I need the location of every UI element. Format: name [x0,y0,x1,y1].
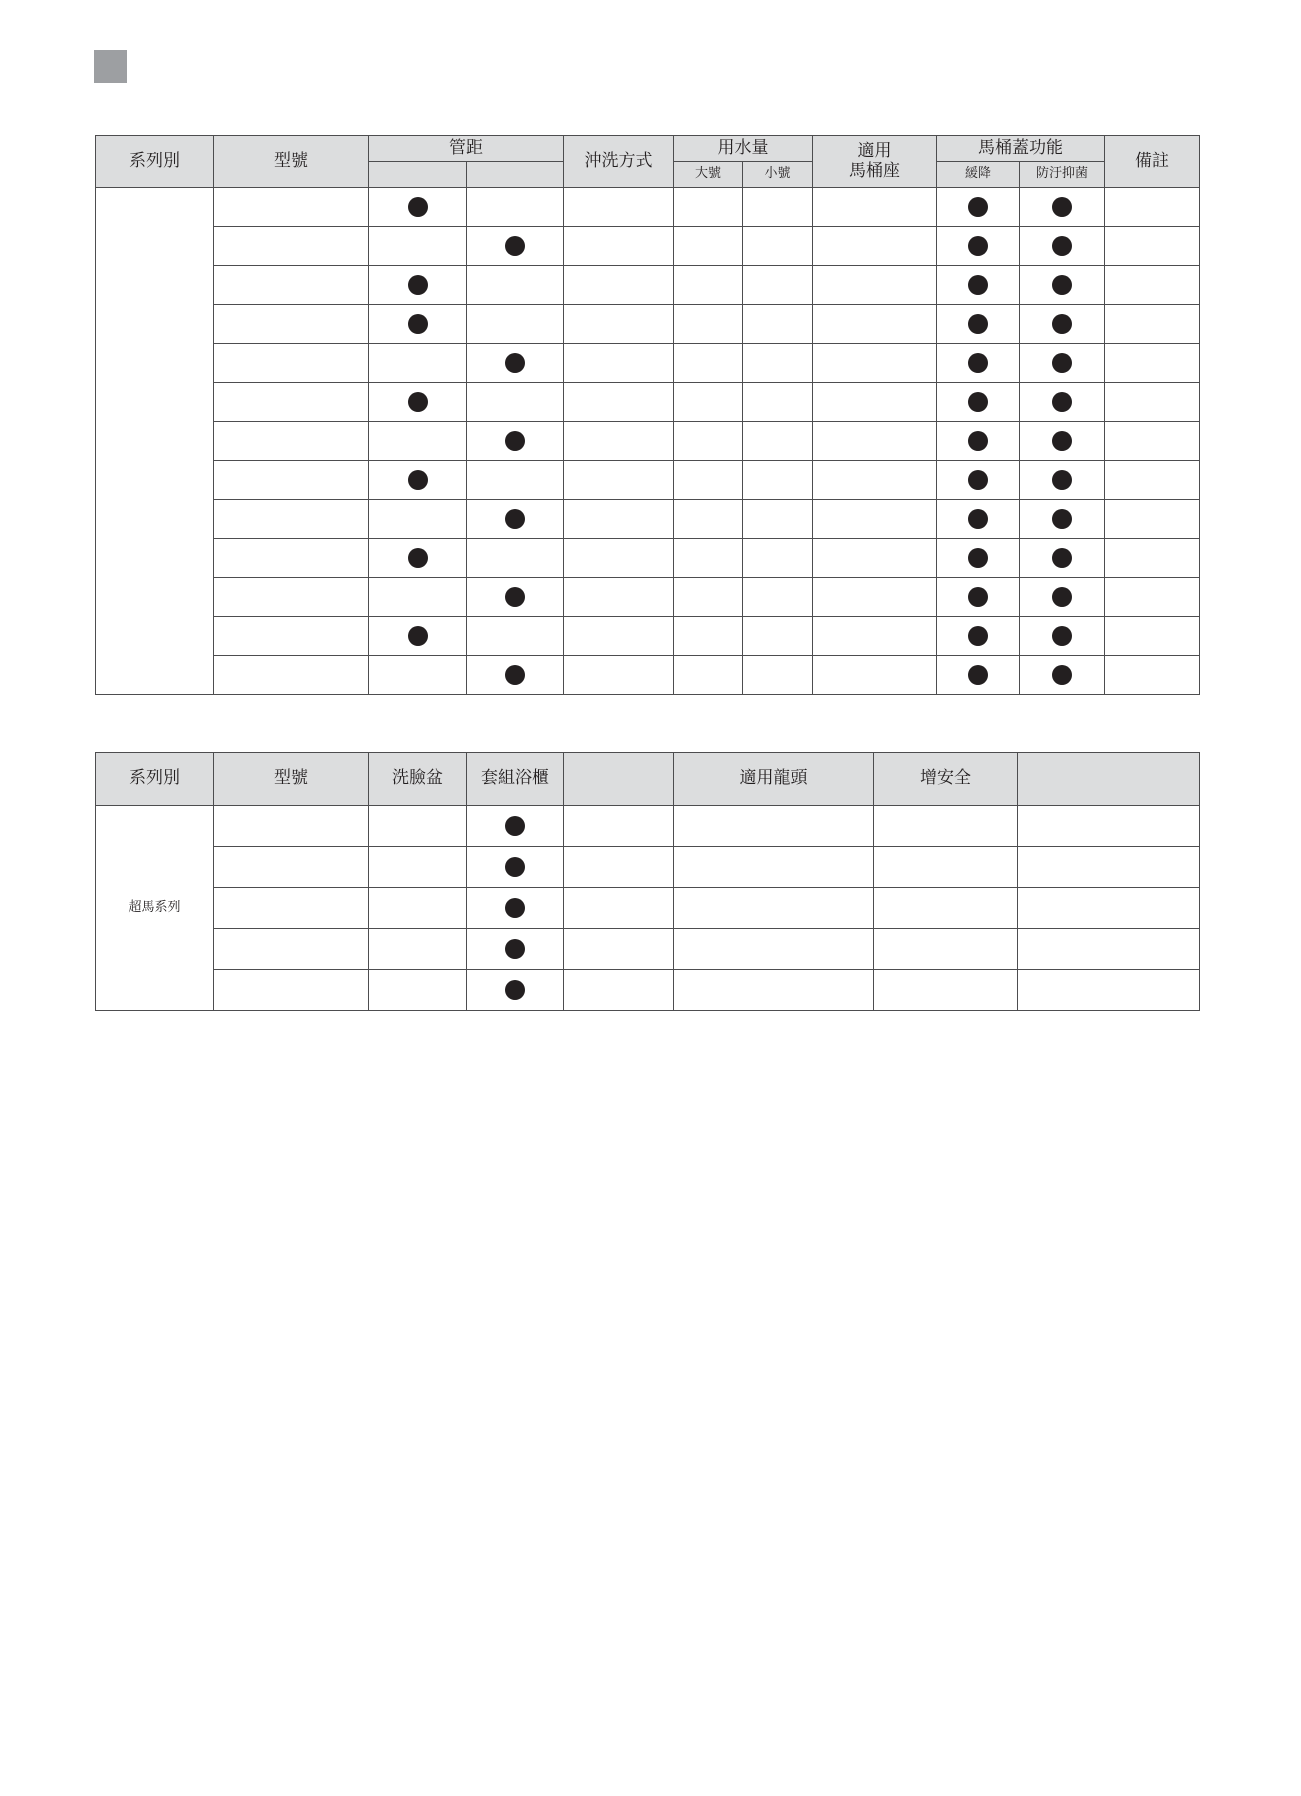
applicable-seat-cell [813,227,937,266]
flush-method-cell [564,656,674,695]
header-pipe-sub-1 [369,162,467,188]
water-small-cell [743,578,813,617]
filled-dot-icon [968,392,988,412]
header-antibacterial: 防汙抑菌 [1020,162,1105,188]
cabinet-set-cell [467,929,564,970]
table-row [96,970,1200,1011]
water-large-cell [674,500,743,539]
flush-method-cell [564,578,674,617]
filled-dot-icon [505,509,525,529]
antibacterial-cell [1020,500,1105,539]
pipe-distance-2-cell [467,656,564,695]
remarks-cell [1105,422,1200,461]
pipe-distance-1-cell [369,305,467,344]
pipe-distance-1-cell [369,422,467,461]
flush-method-cell [564,383,674,422]
antibacterial-cell [1020,539,1105,578]
header-series: 系列別 [96,753,214,806]
header-applicable-seat [813,136,937,188]
cabinet-set-cell [467,970,564,1011]
applicable-seat-cell [813,305,937,344]
antibacterial-cell [1020,383,1105,422]
cabinet-set-cell [467,806,564,847]
table-row [96,266,1200,305]
water-small-cell [743,422,813,461]
water-large-cell [674,422,743,461]
antibacterial-cell [1020,578,1105,617]
filled-dot-icon [968,509,988,529]
model-cell [214,656,369,695]
applicable-seat-cell [813,383,937,422]
applicable-seat-cell [813,539,937,578]
applicable-faucet-cell [674,847,874,888]
pipe-distance-2-cell [467,461,564,500]
table-row [96,888,1200,929]
filled-dot-icon [505,816,525,836]
header-water-usage: 用水量 [674,136,813,162]
header-basin: 洗臉盆 [369,753,467,806]
water-large-cell [674,539,743,578]
safety-cell [874,888,1018,929]
blank-1-cell [564,847,674,888]
filled-dot-icon [1052,665,1072,685]
water-small-cell [743,344,813,383]
filled-dot-icon [1052,470,1072,490]
model-cell [214,227,369,266]
header-water-large: 大號 [674,162,743,188]
slow-close-cell [937,383,1020,422]
water-small-cell [743,539,813,578]
filled-dot-icon [408,314,428,334]
filled-dot-icon [505,587,525,607]
pipe-distance-2-cell [467,383,564,422]
basin-cell [369,929,467,970]
header-series: 系列別 [96,136,214,188]
filled-dot-icon [1052,236,1072,256]
filled-dot-icon [1052,509,1072,529]
remarks-cell [1105,578,1200,617]
pipe-distance-2-cell [467,422,564,461]
cabinet-set-cell [467,847,564,888]
applicable-seat-cell [813,344,937,383]
pipe-distance-1-cell [369,188,467,227]
filled-dot-icon [968,275,988,295]
blank-2-cell [1018,806,1200,847]
table-row [96,305,1200,344]
water-small-cell [743,656,813,695]
table-row [96,227,1200,266]
blank-1-cell [564,929,674,970]
flush-method-cell [564,266,674,305]
header-safety: 增安全 [874,753,1018,806]
pipe-distance-1-cell [369,500,467,539]
applicable-faucet-cell [674,929,874,970]
model-cell [214,383,369,422]
header-cabinet-set: 套組浴櫃 [467,753,564,806]
applicable-faucet-cell [674,888,874,929]
water-large-cell [674,656,743,695]
table-row [96,383,1200,422]
filled-dot-icon [505,353,525,373]
header-applicable-faucet: 適用龍頭 [674,753,874,806]
applicable-seat-cell [813,578,937,617]
model-cell [214,422,369,461]
water-large-cell [674,617,743,656]
water-large-cell [674,305,743,344]
flush-method-cell [564,227,674,266]
antibacterial-cell [1020,266,1105,305]
flush-method-cell [564,344,674,383]
filled-dot-icon [968,470,988,490]
filled-dot-icon [505,980,525,1000]
series-cell [96,188,214,695]
flush-method-cell [564,188,674,227]
model-cell [214,847,369,888]
header-applicable-line2: 馬桶座 [849,160,900,181]
flush-method-cell [564,422,674,461]
filled-dot-icon [1052,548,1072,568]
series-cell: 超馬系列 [96,806,214,1011]
filled-dot-icon [505,431,525,451]
remarks-cell [1105,461,1200,500]
blank-2-cell [1018,970,1200,1011]
header-blank-1 [564,753,674,806]
applicable-seat-cell [813,617,937,656]
filled-dot-icon [968,626,988,646]
remarks-cell [1105,539,1200,578]
safety-cell [874,929,1018,970]
filled-dot-icon [1052,626,1072,646]
water-large-cell [674,227,743,266]
model-cell [214,970,369,1011]
water-small-cell [743,227,813,266]
table-row [96,188,1200,227]
model-cell [214,500,369,539]
table-row [96,422,1200,461]
filled-dot-icon [1052,353,1072,373]
header-water-small: 小號 [743,162,813,188]
cabinet-spec-table [95,752,1200,1011]
water-small-cell [743,383,813,422]
filled-dot-icon [1052,197,1072,217]
pipe-distance-2-cell [467,539,564,578]
cabinet-set-cell [467,888,564,929]
slow-close-cell [937,539,1020,578]
water-large-cell [674,578,743,617]
filled-dot-icon [968,431,988,451]
header-applicable-line1: 適用 [857,140,892,161]
filled-dot-icon [505,665,525,685]
applicable-seat-cell [813,461,937,500]
pipe-distance-1-cell [369,383,467,422]
header-blank-2 [1018,753,1200,806]
antibacterial-cell [1020,305,1105,344]
filled-dot-icon [1052,431,1072,451]
applicable-seat-cell [813,422,937,461]
corner-marker [94,50,127,83]
water-small-cell [743,500,813,539]
header-seat-function: 馬桶蓋功能 [937,136,1105,162]
pipe-distance-1-cell [369,578,467,617]
slow-close-cell [937,500,1020,539]
header-slow-close: 緩降 [937,162,1020,188]
basin-cell [369,847,467,888]
filled-dot-icon [408,197,428,217]
filled-dot-icon [968,548,988,568]
antibacterial-cell [1020,188,1105,227]
safety-cell [874,806,1018,847]
antibacterial-cell [1020,422,1105,461]
antibacterial-cell [1020,617,1105,656]
slow-close-cell [937,305,1020,344]
applicable-seat-cell [813,188,937,227]
filled-dot-icon [408,392,428,412]
header-pipe-sub-2 [467,162,564,188]
flush-method-cell [564,500,674,539]
applicable-seat-cell [813,266,937,305]
water-small-cell [743,461,813,500]
filled-dot-icon [505,898,525,918]
slow-close-cell [937,422,1020,461]
flush-method-cell [564,305,674,344]
safety-cell [874,847,1018,888]
applicable-seat-cell [813,656,937,695]
table-row [96,929,1200,970]
table-row [96,617,1200,656]
table-row [96,656,1200,695]
table-row [96,847,1200,888]
model-cell [214,888,369,929]
remarks-cell [1105,227,1200,266]
slow-close-cell [937,227,1020,266]
water-small-cell [743,305,813,344]
remarks-cell [1105,500,1200,539]
applicable-faucet-cell [674,806,874,847]
basin-cell [369,888,467,929]
antibacterial-cell [1020,656,1105,695]
water-large-cell [674,383,743,422]
toilet-spec-table [95,135,1200,695]
table-row [96,806,1200,847]
remarks-cell [1105,656,1200,695]
water-large-cell [674,188,743,227]
flush-method-cell [564,617,674,656]
model-cell [214,305,369,344]
filled-dot-icon [968,197,988,217]
basin-cell [369,970,467,1011]
pipe-distance-2-cell [467,578,564,617]
blank-1-cell [564,806,674,847]
basin-cell [369,806,467,847]
water-small-cell [743,266,813,305]
pipe-distance-1-cell [369,344,467,383]
table-row [96,578,1200,617]
antibacterial-cell [1020,227,1105,266]
blank-2-cell [1018,847,1200,888]
blank-2-cell [1018,888,1200,929]
model-cell [214,266,369,305]
filled-dot-icon [408,548,428,568]
pipe-distance-2-cell [467,500,564,539]
pipe-distance-1-cell [369,656,467,695]
model-cell [214,578,369,617]
header-model: 型號 [214,753,369,806]
water-small-cell [743,617,813,656]
remarks-cell [1105,266,1200,305]
table-row [96,500,1200,539]
model-cell [214,539,369,578]
filled-dot-icon [1052,392,1072,412]
slow-close-cell [937,344,1020,383]
remarks-cell [1105,344,1200,383]
filled-dot-icon [1052,314,1072,334]
slow-close-cell [937,578,1020,617]
slow-close-cell [937,188,1020,227]
slow-close-cell [937,656,1020,695]
slow-close-cell [937,617,1020,656]
table-row [96,461,1200,500]
table-row [96,539,1200,578]
filled-dot-icon [505,939,525,959]
blank-1-cell [564,888,674,929]
pipe-distance-2-cell [467,188,564,227]
filled-dot-icon [968,353,988,373]
filled-dot-icon [1052,275,1072,295]
antibacterial-cell [1020,461,1105,500]
water-large-cell [674,266,743,305]
header-remarks: 備註 [1105,136,1200,188]
filled-dot-icon [408,626,428,646]
pipe-distance-1-cell [369,227,467,266]
remarks-cell [1105,188,1200,227]
filled-dot-icon [408,275,428,295]
pipe-distance-1-cell [369,461,467,500]
pipe-distance-1-cell [369,266,467,305]
flush-method-cell [564,539,674,578]
pipe-distance-2-cell [467,227,564,266]
water-small-cell [743,188,813,227]
applicable-faucet-cell [674,970,874,1011]
filled-dot-icon [968,314,988,334]
model-cell [214,929,369,970]
filled-dot-icon [1052,587,1072,607]
pipe-distance-1-cell [369,539,467,578]
table-row [96,344,1200,383]
pipe-distance-2-cell [467,344,564,383]
model-cell [214,806,369,847]
slow-close-cell [937,266,1020,305]
blank-1-cell [564,970,674,1011]
pipe-distance-2-cell [467,305,564,344]
header-flush-method: 沖洗方式 [564,136,674,188]
slow-close-cell [937,461,1020,500]
filled-dot-icon [408,470,428,490]
model-cell [214,344,369,383]
model-cell [214,617,369,656]
pipe-distance-1-cell [369,617,467,656]
model-cell [214,188,369,227]
filled-dot-icon [968,236,988,256]
antibacterial-cell [1020,344,1105,383]
pipe-distance-2-cell [467,617,564,656]
header-model: 型號 [214,136,369,188]
remarks-cell [1105,305,1200,344]
applicable-seat-cell [813,500,937,539]
water-large-cell [674,344,743,383]
filled-dot-icon [505,236,525,256]
water-large-cell [674,461,743,500]
filled-dot-icon [505,857,525,877]
remarks-cell [1105,617,1200,656]
flush-method-cell [564,461,674,500]
remarks-cell [1105,383,1200,422]
filled-dot-icon [968,665,988,685]
model-cell [214,461,369,500]
blank-2-cell [1018,929,1200,970]
pipe-distance-2-cell [467,266,564,305]
filled-dot-icon [968,587,988,607]
header-pipe-distance: 管距 [369,136,564,162]
safety-cell [874,970,1018,1011]
